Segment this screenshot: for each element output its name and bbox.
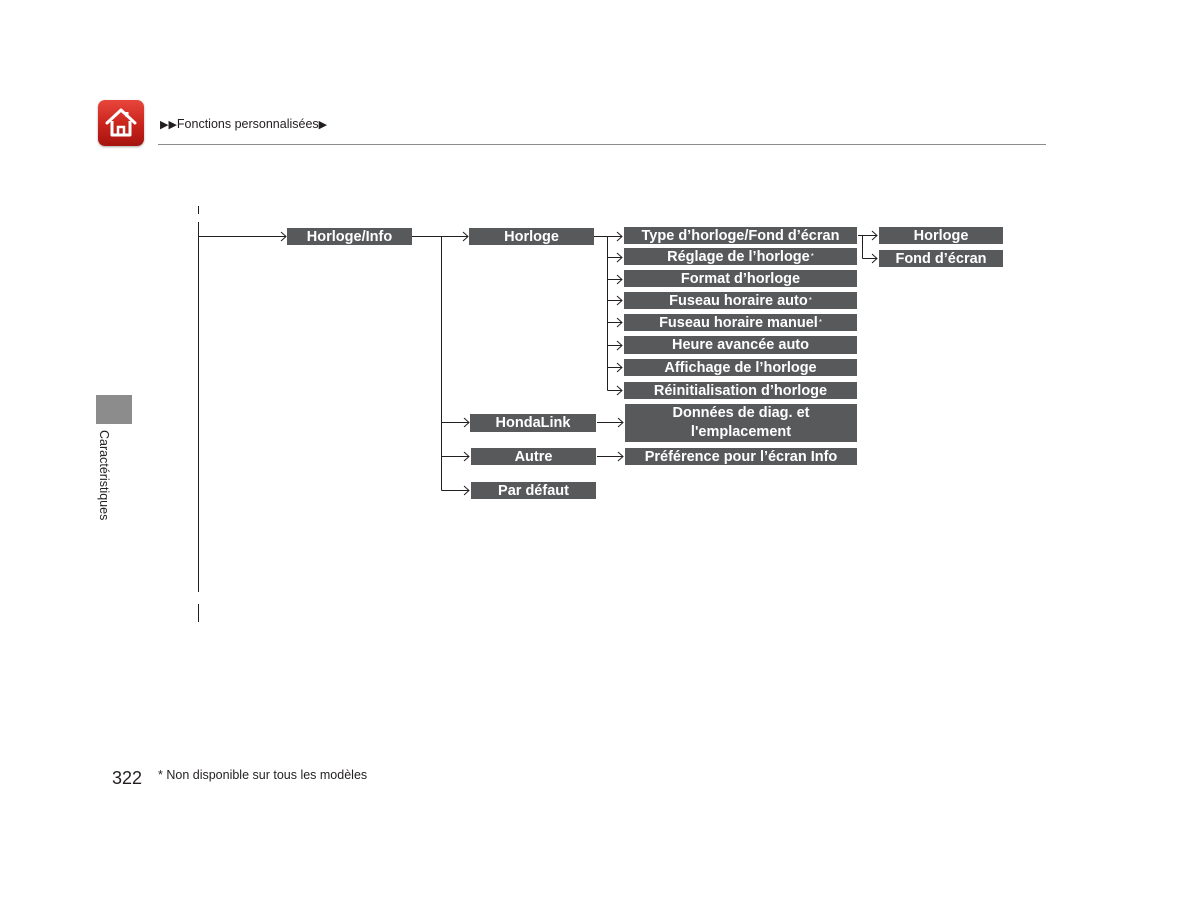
- menu-horloge-info[interactable]: [287, 228, 412, 245]
- menu-format-horloge[interactable]: [624, 270, 857, 287]
- menu-sub-horloge[interactable]: [879, 227, 1003, 244]
- menu-reglage-horloge-label: Réglage de l’horloge: [667, 248, 810, 265]
- menu-fuseau-auto[interactable]: [624, 292, 857, 309]
- menu-autre[interactable]: [471, 448, 596, 465]
- menu-par-defaut[interactable]: [471, 482, 596, 499]
- asterisk-marker: *: [810, 251, 814, 261]
- menu-reinit-horloge[interactable]: [624, 382, 857, 399]
- menu-format-horloge-label: Format d’horloge: [680, 270, 801, 287]
- menu-autre-label: Autre: [514, 448, 553, 465]
- menu-horloge-info-label: Horloge/Info: [306, 228, 393, 245]
- menu-preference-info-label: Préférence pour l’écran Info: [644, 448, 838, 465]
- menu-sub-fond-ecran[interactable]: [879, 250, 1003, 267]
- menu-type-horloge[interactable]: [624, 227, 857, 244]
- menu-type-horloge-label: Type d’horloge/Fond d’écran: [641, 227, 840, 244]
- menu-affichage-horloge[interactable]: [624, 359, 857, 376]
- menu-fuseau-manuel[interactable]: [624, 314, 857, 331]
- menu-reglage-horloge[interactable]: [624, 248, 857, 265]
- asterisk-marker: *: [808, 295, 812, 305]
- menu-hondalink-label: HondaLink: [495, 415, 571, 431]
- menu-sub-horloge-label: Horloge: [913, 227, 969, 244]
- breadcrumb-label[interactable]: Fonctions personnalisées: [176, 117, 319, 131]
- menu-heure-avancee[interactable]: [624, 336, 857, 354]
- menu-fuseau-manuel-label: Fuseau horaire manuel: [659, 314, 818, 331]
- menu-reinit-horloge-label: Réinitialisation d’horloge: [653, 382, 828, 399]
- menu-par-defaut-label: Par défaut: [498, 482, 569, 499]
- breadcrumb-arrows: ▶▶: [160, 119, 177, 131]
- menu-hondalink[interactable]: [470, 414, 596, 432]
- menu-preference-info[interactable]: [625, 448, 857, 465]
- menu-donnees-diag-label: Données de diag. et l'emplacement: [672, 405, 810, 440]
- menu-affichage-horloge-label: Affichage de l’horloge: [664, 359, 817, 376]
- page-number: 322: [112, 768, 143, 788]
- menu-donnees-diag[interactable]: [625, 404, 857, 442]
- menu-sub-fond-ecran-label: Fond d’écran: [895, 250, 987, 267]
- side-tab-label: Caractéristiques: [97, 430, 111, 521]
- menu-horloge[interactable]: [469, 228, 594, 245]
- menu-horloge-label: Horloge: [504, 228, 559, 245]
- menu-fuseau-auto-label: Fuseau horaire auto: [669, 292, 808, 309]
- breadcrumb-arrow-end: ▶: [318, 119, 328, 131]
- menu-heure-avancee-label: Heure avancée auto: [671, 337, 809, 353]
- asterisk-marker: *: [818, 317, 822, 327]
- footnote: * Non disponible sur tous les modèles: [158, 768, 368, 782]
